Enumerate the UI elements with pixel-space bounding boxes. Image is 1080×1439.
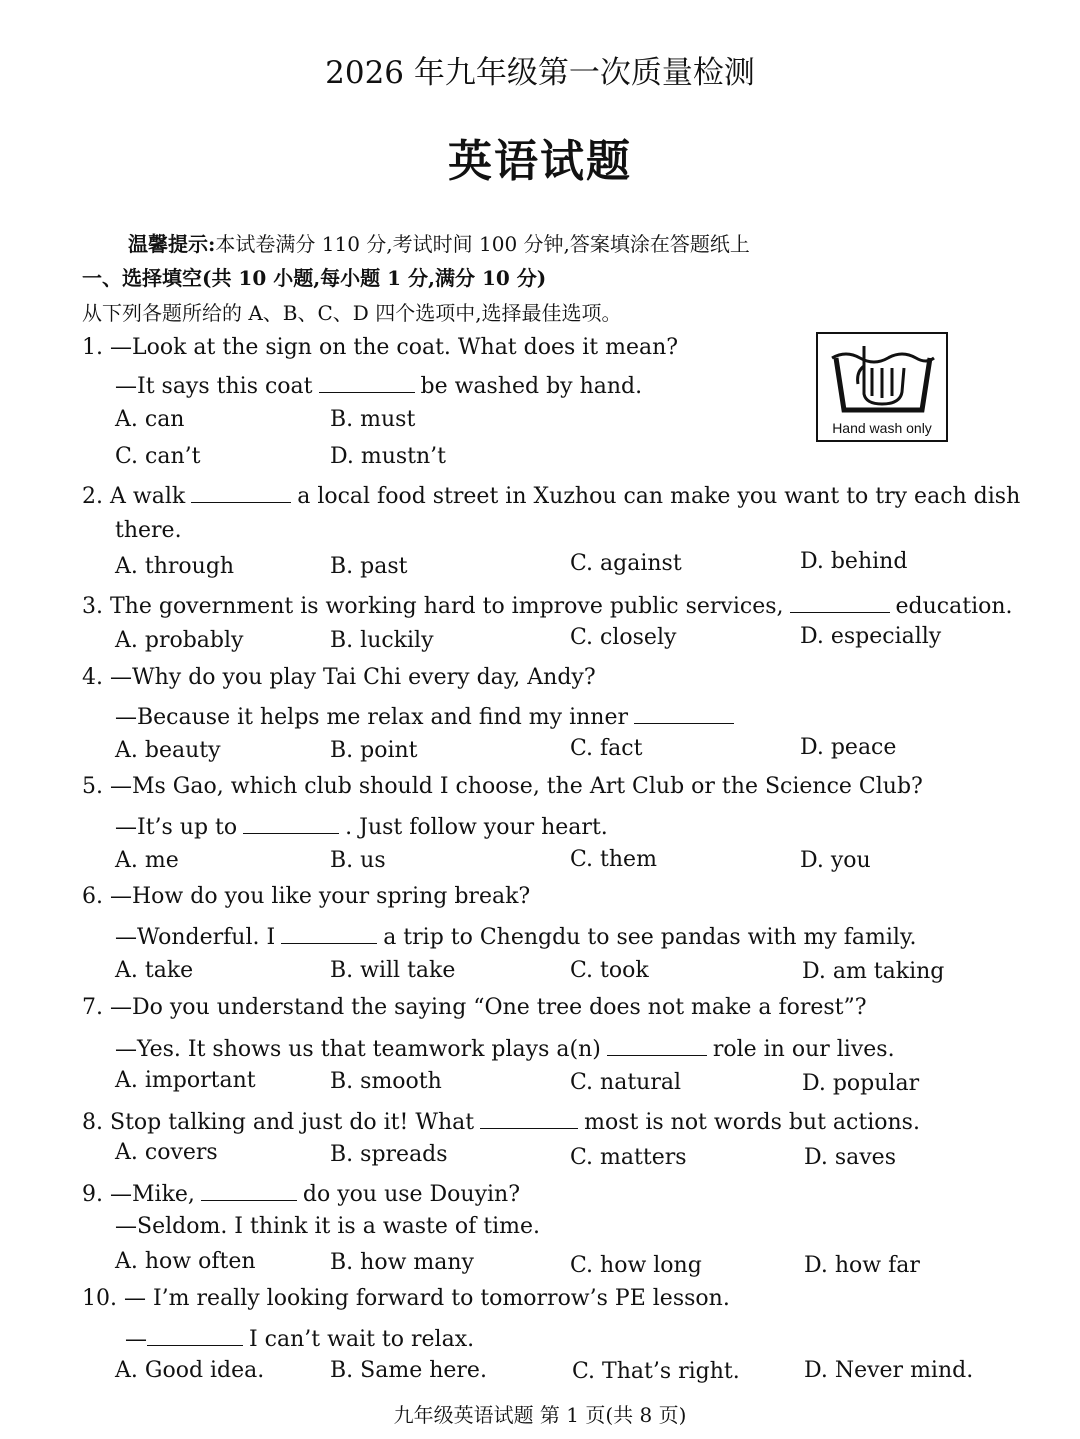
tip-line [128,234,750,254]
q9-number: 9. [82,1182,103,1207]
q2-text-a: A walk [110,484,186,509]
q5-option-c: C. them [570,847,657,872]
q10-number: 10. [82,1286,117,1311]
q10-text-a: — [125,1327,147,1352]
q7-option-a: A. important [115,1068,256,1093]
q9-stem [82,1180,520,1206]
q9-option-b: B. how many [330,1250,474,1275]
q7-blank [607,1035,707,1056]
q9-option-c: C. how long [570,1253,702,1278]
q3-option-c: C. closely [570,625,677,650]
q9-line2: —Seldom. I think it is a waste of time. [115,1214,541,1239]
q4-text-a: —Because it helps me relax and find my inner [115,705,628,730]
q1-option-b: B. must [330,407,416,432]
q10-text-b: I can’t wait to relax. [249,1327,475,1352]
q4-option-c: C. fact [570,736,643,761]
q7-number: 7. [82,995,103,1020]
q1-option-c: C. can’t [115,444,201,469]
q4-line2 [115,703,740,729]
q4-number: 4. [82,665,103,690]
q1-text-b: be washed by hand. [420,374,643,399]
q5-stem [82,776,923,798]
q4-blank [634,703,734,724]
hand-wash-sign [816,332,948,442]
q8-option-a: A. covers [115,1140,218,1165]
q8-option-c: C. matters [570,1145,687,1170]
q2-option-d: D. behind [800,549,908,574]
q5-option-a: A. me [115,848,179,873]
q10-line2 [125,1325,474,1351]
q9-option-d: D. how far [804,1253,920,1278]
page-footer: 九年级英语试题 第 1 页(共 8 页) [393,1403,687,1427]
q9-text-a: —Mike, [110,1182,195,1207]
q8-text-a: Stop talking and just do it! What [110,1110,475,1135]
q1-option-a: A. can [115,407,185,432]
q4-option-a: A. beauty [115,738,221,763]
q8-blank [480,1108,578,1129]
q5-option-d: D. you [800,848,871,873]
q4-stem [82,667,596,689]
q3-stem [82,592,1013,618]
q2-option-b: B. past [330,554,408,579]
sign-label: Hand wash only [832,420,932,436]
q10-blank [147,1325,243,1346]
q5-text-a: —It’s up to [115,815,238,840]
q6-option-c: C. took [570,958,649,983]
q2-text-b: a local food street in Xuzhou can make you want to try each dish [297,484,1021,509]
q1-number: 1. [82,335,103,360]
q2-blank [191,482,291,503]
q6-text-a: —Wonderful. I [115,925,276,950]
q6-line2 [115,923,916,949]
q9-blank [201,1180,297,1201]
q8-option-b: B. spreads [330,1142,448,1167]
q7-option-d: D. popular [802,1071,920,1096]
exam-title: 2026 年九年级第一次质量检测 [325,55,755,91]
q4-line1: —Why do you play Tai Chi every day, Andy? [110,665,596,690]
q7-option-c: C. natural [570,1070,681,1095]
q5-option-b: B. us [330,848,386,873]
q4-option-d: D. peace [800,735,897,760]
q5-text-b: . Just follow your heart. [345,815,608,840]
q5-blank [243,813,339,834]
q7-text-a: —Yes. It shows us that teamwork plays a(n) [115,1037,601,1062]
q8-number: 8. [82,1110,103,1135]
q6-stem [82,886,530,908]
q2-option-a: A. through [115,554,235,579]
tip-label: 温馨提示: [128,232,216,256]
q10-line1: — I’m really looking forward to tomorrow’s PE lesson. [124,1286,730,1311]
q6-blank [281,923,377,944]
q6-option-b: B. will take [330,958,456,983]
q5-line1: —Ms Gao, which club should I choose, the Art Club or the Science Club? [110,774,923,799]
q10-option-b: B. Same here. [330,1358,487,1383]
q3-option-a: A. probably [115,628,244,653]
section-heading: 一、选择填空(共 10 小题,每小题 1 分,满分 10 分) [82,266,547,290]
q1-blank [319,372,415,393]
q2-number: 2. [82,484,103,509]
q1-text-a: —It says this coat [115,374,313,399]
q7-text-b: role in our lives. [712,1037,895,1062]
q10-option-d: D. Never mind. [804,1358,974,1383]
q7-option-b: B. smooth [330,1069,442,1094]
q3-option-b: B. luckily [330,628,434,653]
q4-option-b: B. point [330,738,418,763]
q3-text-b: education. [895,594,1013,619]
q3-blank [790,592,890,613]
q6-line1: —How do you like your spring break? [110,884,531,909]
q2-stem [82,482,1020,508]
hand-wash-icon [826,338,940,420]
q3-option-d: D. especially [800,624,942,649]
q7-line2 [115,1035,895,1061]
q10-option-c: C. That’s right. [572,1359,740,1384]
q1-line1: —Look at the sign on the coat. What does it mean? [110,335,679,360]
q5-line2 [115,813,608,839]
q6-option-d: D. am taking [802,959,945,984]
q5-number: 5. [82,774,103,799]
q10-option-a: A. Good idea. [115,1358,265,1383]
q7-line1: —Do you understand the saying “One tree does not make a forest”? [110,995,867,1020]
q9-option-a: A. how often [115,1249,256,1274]
q9-text-b: do you use Douyin? [302,1182,521,1207]
tip-text: 本试卷满分 110 分,考试时间 100 分钟,答案填涂在答题纸上 [215,232,750,256]
q1-line2 [115,372,642,398]
q3-number: 3. [82,594,103,619]
q8-text-b: most is not words but actions. [584,1110,920,1135]
q6-text-b: a trip to Chengdu to see pandas with my family. [383,925,917,950]
q3-text-a: The government is working hard to improve public services, [110,594,784,619]
q2-option-c: C. against [570,551,682,576]
q7-stem [82,997,867,1019]
q1-stem [82,337,678,359]
q2-line2: there. [115,518,182,543]
q6-number: 6. [82,884,103,909]
q1-option-d: D. mustn’t [330,444,447,469]
q8-stem [82,1108,920,1134]
q8-option-d: D. saves [804,1145,896,1170]
section-instruction: 从下列各题所给的 A、B、C、D 四个选项中,选择最佳选项。 [82,301,622,325]
subject-title: 英语试题 [448,136,632,187]
q10-stem [82,1288,730,1310]
q6-option-a: A. take [115,958,194,983]
